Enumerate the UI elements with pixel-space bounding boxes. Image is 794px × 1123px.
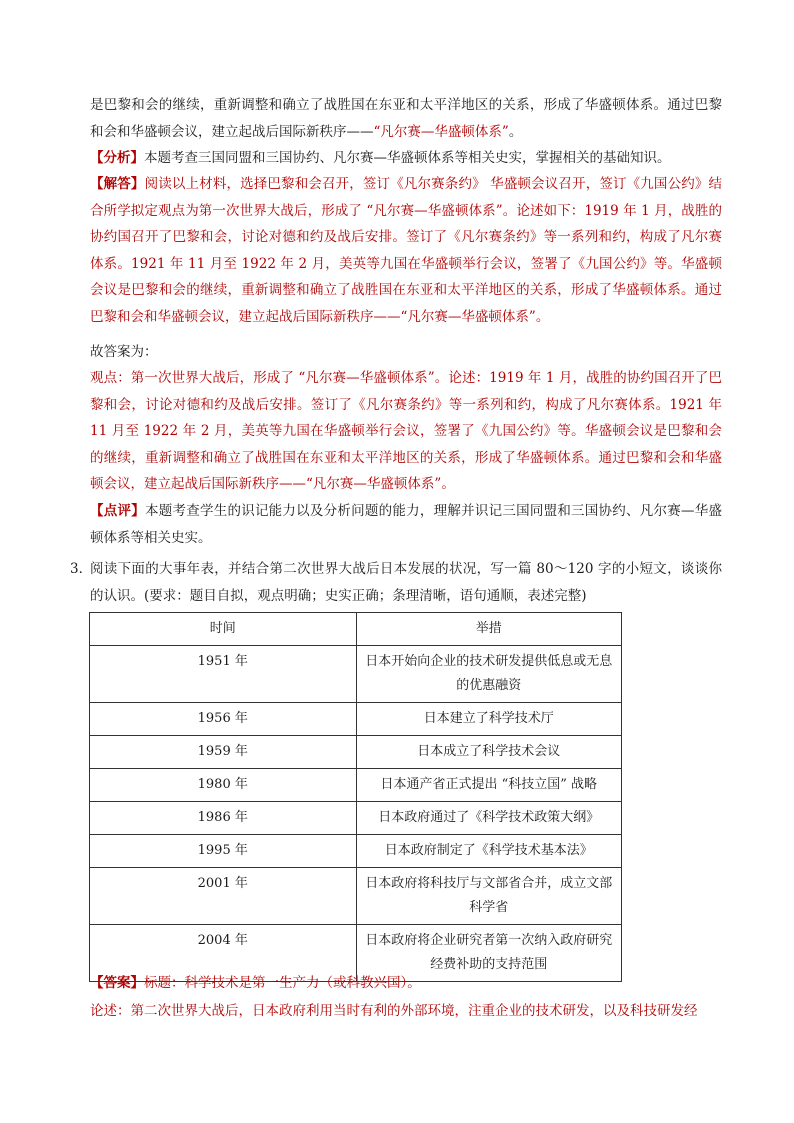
answer3-tag: 【答案】 <box>90 975 144 991</box>
header-measure: 举措 <box>356 613 622 646</box>
question-text: 阅读下面的大事年表，并结合第二次世界大战后日本发展的状况，写一篇 80～120 字的小短文，谈谈你的认识。(要求：题目自拟，观点明确；史实正确；条理清晰，语句通顺，表述完整) <box>90 561 722 604</box>
row-year: 2001 年 <box>90 868 357 925</box>
row-measure: 日本建立了科学技术厅 <box>356 703 622 736</box>
solution-paragraph <box>90 171 722 330</box>
table-row <box>90 736 622 769</box>
row-measure: 日本政府制定了《科学技术基本法》 <box>356 835 622 868</box>
table-row <box>90 703 622 736</box>
row-measure: 日本政府将科技厅与文部省合并，成立文部科学省 <box>356 868 622 925</box>
row-measure: 日本政府将企业研究者第一次纳入政府研究经费补助的支持范围 <box>356 925 622 982</box>
row-year: 1956 年 <box>90 703 357 736</box>
solution-end: 。 <box>535 308 550 325</box>
answer-text: 观点：第一次世界大战后，形成了 “凡尔赛—华盛顿体系”。论述：1919 年 1 月，战胜的协约国召开了巴黎和会，讨论对德和约及战后安排。签订了《凡尔赛条约》等一系列和约，构成了凡尔赛体系。1921 年 11 月至 1922 年 2 月，美英等九国在华盛顿举行会议，签署了《九国公约》等。华盛顿会议是巴黎和会的继续，重新调整和确立了战胜国在东亚和太平洋地区的关系，形成了华盛顿体系。通过巴黎和会和华盛顿会议，建立起战后国际新秩序—— <box>90 370 722 492</box>
top-text: 是巴黎和会的继续，重新调整和确立了战胜国在东亚和太平洋地区的关系，形成了华盛顿体系。通过巴黎和会和华盛顿会议，建立起战后国际新秩序—— <box>90 97 722 140</box>
answer-intro: 故答案为： <box>90 344 158 360</box>
table-row <box>90 769 622 802</box>
solution-tag: 【解答】 <box>90 176 145 192</box>
comment-paragraph <box>90 498 722 551</box>
top-paragraph <box>90 92 722 145</box>
table-header-row <box>90 613 622 646</box>
table-row <box>90 646 622 703</box>
solution-quote: “凡尔赛—华盛顿体系” <box>400 308 536 325</box>
row-measure: 日本政府通过了《科学技术政策大纲》 <box>356 802 622 835</box>
answer3-text: 标题：科学技术是第一生产力（或科教兴国）。 <box>144 975 421 991</box>
row-year: 1951 年 <box>90 646 357 703</box>
events-table <box>89 612 622 982</box>
solution-text: 阅读以上材料，选择巴黎和会召开，签订《凡尔赛条约》 华盛顿会议召开，签订《九国公约》结合所学拟定观点为第一次世界大战后，形成了 “凡尔赛—华盛顿体系”。论述如下：1919 年 1 月，战胜的协约国召开了巴黎和会，讨论对德和约及战后安排。签订了《凡尔赛条约》等一系列和约，构成了凡尔赛体系。1921 年 11 月至 1922 年 2 月，美英等九国在华盛顿举行会议，签署了《九国公约》等。华盛顿会议是巴黎和会的继续，重新调整和确立了战胜国在东亚和太平洋地区的关系，形成了华盛顿体系。通过巴黎和会和华盛顿会议，建立起战后国际新秩序—— <box>90 176 723 325</box>
top-quote: “凡尔赛—华盛顿体系” <box>373 123 509 140</box>
table-row <box>90 835 622 868</box>
analysis-tag: 【分析】 <box>90 150 144 166</box>
answer3-paragraph <box>90 970 722 997</box>
header-time: 时间 <box>90 613 357 646</box>
row-year: 1980 年 <box>90 769 357 802</box>
analysis-text: 本题考查三国同盟和三国协约、凡尔赛—华盛顿体系等相关史实，掌握相关的基础知识。 <box>144 150 671 166</box>
analysis-paragraph <box>90 145 722 172</box>
row-year: 1986 年 <box>90 802 357 835</box>
row-year: 1959 年 <box>90 736 357 769</box>
row-year: 1995 年 <box>90 835 357 868</box>
top-end: 。 <box>508 123 523 140</box>
comment-text: 本题考查学生的识记能力以及分析问题的能力，理解并识记三国同盟和三国协约、凡尔赛—华盛顿体系等相关史实。 <box>90 503 723 546</box>
answer-quote: “凡尔赛—华盛顿体系” <box>306 476 442 492</box>
table-row <box>90 868 622 925</box>
answer-end: 。 <box>441 476 455 492</box>
answer-body <box>90 365 722 498</box>
row-measure: 日本通产省正式提出 “科技立国” 战略 <box>356 769 622 802</box>
comment-tag: 【点评】 <box>90 503 145 519</box>
discussion-paragraph: 论述：第二次世界大战后，日本政府利用当时有利的外部环境，注重企业的技术研发，以及科技研发经 <box>90 1003 698 1019</box>
question-number: 3． <box>70 561 93 577</box>
table-row <box>90 802 622 835</box>
row-year: 2004 年 <box>90 925 357 982</box>
row-measure: 日本成立了科学技术会议 <box>356 736 622 769</box>
row-measure: 日本开始向企业的技术研发提供低息或无息的优惠融资 <box>356 646 622 703</box>
